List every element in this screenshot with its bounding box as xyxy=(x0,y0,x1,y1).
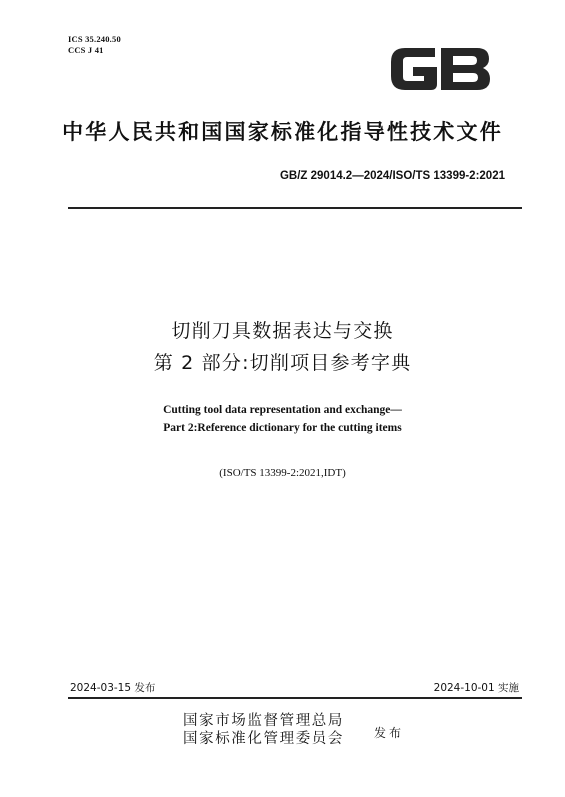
issuing-authorities xyxy=(183,712,344,748)
english-title-line-1: Cutting tool data representation and exchange— xyxy=(163,404,402,416)
issue-date: 2024-03-15 发布 xyxy=(70,682,156,694)
issue-action-label: 发布 xyxy=(374,726,405,740)
gb-logo-icon xyxy=(383,40,495,98)
classification-codes xyxy=(68,34,121,56)
issuer-line-2: 国家标准化管理委员会 xyxy=(183,731,344,747)
bottom-divider xyxy=(68,697,522,699)
standard-number: GB/Z 29014.2—2024/ISO/TS 13399-2:2021 xyxy=(279,170,505,182)
ccs-code: CCS J 41 xyxy=(68,45,104,55)
ics-code: ICS 35.240.50 xyxy=(68,34,121,44)
adoption-statement: (ISO/TS 13399-2:2021,IDT) xyxy=(219,467,346,479)
top-divider xyxy=(68,207,522,209)
english-title-line-2: Part 2:Reference dictionary for the cutting items xyxy=(163,422,402,434)
implementation-date: 2024-10-01 实施 xyxy=(433,682,519,694)
chinese-title-line-1: 切削刀具数据表达与交换 xyxy=(171,320,394,342)
chinese-title-line-2: 第 2 部分:切削项目参考字典 xyxy=(153,352,412,374)
standard-type: 中华人民共和国国家标准化指导性技术文件 xyxy=(62,120,503,144)
issuer-line-1: 国家市场监督管理总局 xyxy=(183,713,344,729)
